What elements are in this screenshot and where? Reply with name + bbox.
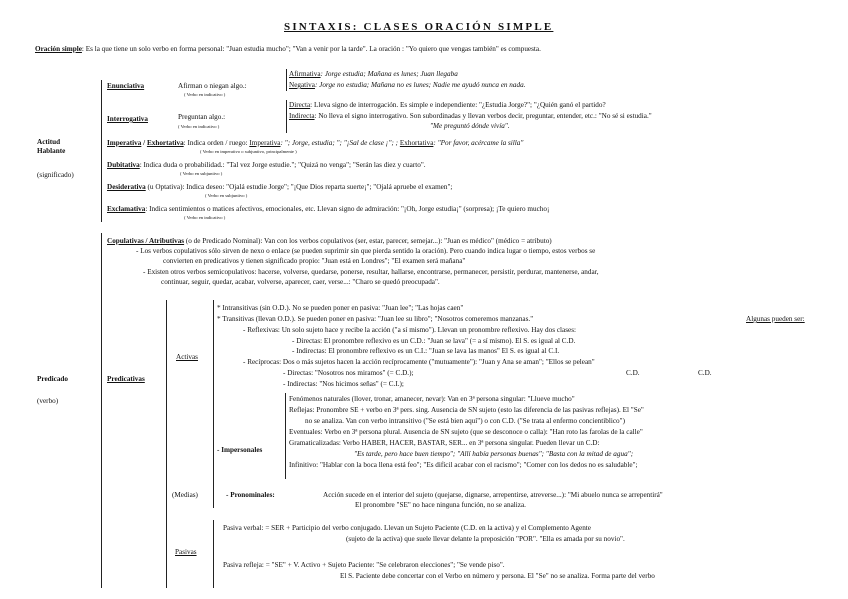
definition-text: : Es la que tiene un solo verbo en forma personal: "Juan estudia mucho"; "Van a venir por la tarde". La oración : "Yo quiero que vengas también" es compuesta. (81, 45, 541, 53)
negativa-text: : Jorge no estudia; Mañana no es lunes; Nadie me ayudó nunca en nada. (314, 81, 526, 89)
desiderativa-label: Desiderativa (107, 183, 146, 191)
medias-label: (Medias) (172, 491, 198, 499)
afirmativa-line (289, 70, 458, 79)
pasiva-refleja-line-1: Pasiva refleja: = "SE" + V. Activo + Sujeto Paciente: "Se celebraron elecciones"; "Se vende piso". (223, 561, 505, 569)
copulativas-label: Copulativas / Atributivas (107, 237, 185, 245)
desiderativa-line (107, 183, 452, 192)
indirecta-text-2: "Me preguntó dónde vivía". (430, 122, 510, 130)
directa-label: Directa (289, 101, 311, 109)
afirmativa-text: : Jorge estudia; Mañana es lunes; Juan llegaba (320, 70, 458, 78)
copulativas-line (107, 237, 552, 246)
exclamativa-mode: ( Verbo en indicativo ) (184, 215, 226, 220)
exclamativa-text: : Indica sentimientos o matices afectivos, emocionales, etc. Llevan signo de admiración: "¡Oh, Jorge estudia¡" (sorpresa); ¡Te quiero mucho¡ (145, 205, 550, 213)
intransitivas-line: * Intransitivas (sin O.D.). No se pueden poner en pasiva: "Juan lee"; "Las hojas caen" (217, 304, 464, 312)
predicativas-bracket (166, 300, 167, 588)
indirecta-line (289, 112, 652, 121)
definition-line (35, 45, 541, 54)
rec-cd-2: C.D. (698, 369, 712, 377)
hablante-label: Hablante (37, 147, 66, 155)
interrogativa-bracket (286, 100, 287, 133)
predicado-bracket (101, 233, 102, 588)
directa-text: : Lleva signo de interrogación. Es simple e independiente: "¿Estudia Jorge?"; "¿Quién ganó el partido? (310, 101, 606, 109)
imperativa-sep: / (141, 139, 147, 147)
impersonales-line-3: no se analiza. Van con verbo intransitivo ("Se está bien aquí") o con C.D. ("Se trata al enfermo concientiblico") (305, 417, 625, 425)
interrogativa-desc: Preguntan algo.: (178, 113, 226, 121)
pasiva-refleja-line-2: El S. Paciente debe concertar con el Verbo en número y persona. El "Se" no se analiza. Forma parte del verbo (340, 572, 655, 580)
interrogativa-mode: ( Verbo en indicativo ) (178, 124, 220, 129)
reciprocas-line: - Recíprocas: Dos o más sujetos hacen la acción recíprocamente ("mutuamente"): "Juan y Ana se aman"; "Ellos se pelean" (243, 358, 595, 366)
pasiva-verbal-line-2: (sujeto de la activa) que suele llevar delante la preposición "POR". "Ella es amada por su novio". (346, 535, 625, 543)
ref-indirectas-line: - Indirectas: El pronombre reflexivo es un C.I.: "Juan se lava las manos" El S. es igual al C.I. (292, 347, 560, 355)
copulativas-line-3: convierten en predicativos y tienen significado propio: "Juan está en Londres"; "El examen será mañana" (163, 257, 466, 265)
desiderativa-text: (u Optativa): Indica deseo: "Ojalá estudie Jorge"; "¡Que Dios reparta suerte¡"; "Ojalá apruebe el examen"; (145, 183, 453, 191)
dubitativa-mode: ( Verbo en subjuntivo ) (180, 171, 223, 176)
negativa-label: Negativa (289, 81, 315, 89)
transitivas-line: * Transitivas (llevan O.D.). Se pueden poner en pasiva: "Juan lee su libro"; "Nosotros comeremos manzanas." (217, 315, 534, 323)
imperativa-sublabel: Imperativa (249, 139, 281, 147)
enunciativa-desc: Afirman o niegan algo.: (178, 82, 247, 90)
exclamativa-line (107, 205, 549, 214)
impersonales-label: - Impersonales (217, 446, 263, 454)
exhortativa-text: : "Por favor, acércame la silla" (433, 139, 524, 147)
predicativas-label: Predicativas (107, 375, 145, 383)
exhortativa-sublabel: Exhortativa (399, 139, 434, 147)
copulativas-line-4: - Existen otros verbos semicopulativos: hacerse, volverse, quedarse, ponerse, resultar, hallarse, encontrarse, permanecer, persistir, perdurar, mantenerse, andar, (143, 268, 599, 276)
copulativas-line-2: - Los verbos copulativos sólo sirven de nexo o enlace (se pueden suprimir sin que pierda sentido la oración). Pero cuando indica lugar o tiempo, estos verbos se (136, 247, 596, 255)
impersonales-line-2: Reflejas: Pronombre SE + verbo en 3ª pers. sing. Ausencia de SN sujeto (esto las diferencia de las pasivas reflejas). El "Se" (289, 406, 644, 414)
algunas-label: Algunas pueden ser: (746, 315, 805, 323)
exhortativa-label: Exhortativa (146, 139, 184, 147)
copulativas-text: (o de Predicado Nominal): Van con los verbos copulativos (ser, estar, parecer, semejar...): "Juan es médico" (médico = atributo) (184, 237, 552, 245)
impersonales-line-7: Infinitivo: "Hablar con la boca llena está feo"; "Es difícil acabar con el racismo"; "Comer con los dedos no es saludable"; (289, 461, 638, 469)
desiderativa-mode: ( Verbo en subjuntivo ) (205, 193, 248, 198)
activas-label: Activas (176, 353, 198, 361)
enunciativa-mode: ( Verbo en indicativo ) (184, 92, 226, 97)
page-title: SINTAXIS: CLASES ORACIÓN SIMPLE (284, 21, 554, 33)
actitud-bracket (101, 80, 102, 222)
dubitativa-text: : Indica duda o probabilidad.: "Tal vez Jorge estudie."; "Quizá no venga"; "Serán las diez y cuarto". (139, 161, 426, 169)
impersonales-line-4: Eventuales: Verbo en 3ª persona plural. Ausencia de SN sujeto (que se desconoce o calla): "Han roto las farolas de la calle" (289, 428, 643, 436)
enunciativa-label: Enunciativa (107, 82, 145, 90)
actitud-label: Actitud (37, 138, 61, 146)
imperativa-line (107, 139, 523, 148)
imperativa-mode: ( Verbo en imperativo o subjuntivo, principalmente ) (200, 149, 297, 154)
predicado-label: Predicado (37, 375, 69, 383)
negativa-line (289, 81, 525, 90)
imperativa-text: : "; Jorge, estudia; "; "¡Sal de clase ¡"; ; (280, 139, 400, 147)
pasivas-label: Pasivas (175, 548, 197, 556)
pronominales-label: - Pronominales: (226, 491, 275, 499)
impersonales-line-5: Gramaticalizadas: Verbo HABER, HACER, BASTAR, SER... en 3ª persona singular. Pueden llevar un C.D: (289, 439, 600, 447)
interrogativa-label: Interrogativa (107, 115, 148, 123)
impersonales-line-6: "Es tarde, pero hace buen tiempo"; "Allí había personas buenas"; "Basta con la mitad de agua"; (354, 450, 634, 458)
dubitativa-line (107, 161, 426, 170)
imperativa-desc: : Indica orden / ruego: (183, 139, 250, 147)
reflexivas-line: - Reflexivas: Un solo sujeto hace y recibe la acción ("a sí mismo"). Llevan un pronombre reflexivo. Hay dos clases: (243, 326, 576, 334)
indirecta-text: : No lleva el signo interrogativo. Son subordinadas y llevan verbos decir, preguntar, entender, etc.: "No sé si estudia." (314, 112, 652, 120)
copulativas-line-5: continuar, seguir, quedar, acabar, volverse, aparecer, caer, verse...: "Charo se quedó preocupada". (161, 278, 440, 286)
exclamativa-label: Exclamativa (107, 205, 146, 213)
directa-line (289, 101, 606, 110)
ref-directas-line: - Directas: El pronombre reflexivo es un C.D.: "Juan se lava" (= a sí mismo). El S. es igual al C.D. (292, 337, 576, 345)
pronominales-line-1: Acción sucede en el interior del sujeto (quejarse, dignarse, arrepentirse, atreverse...): "Mi abuelo nunca se arrepentirá" (323, 491, 663, 499)
verbo-label: (verbo) (37, 397, 59, 405)
dubitativa-label: Dubitativa (107, 161, 140, 169)
rec-indirectas-line: - Indirectas: "Nos hicimos señas" (= C.I.); (283, 380, 404, 388)
pasivas-bracket (213, 520, 214, 588)
rec-directas-line: - Directas: "Nosotros nos miramos" (= C.D.); (283, 369, 414, 377)
enunciativa-bracket (286, 69, 287, 91)
afirmativa-label: Afirmativa (289, 70, 321, 78)
rec-cd-1: C.D. (626, 369, 640, 377)
impersonales-bracket (285, 393, 286, 479)
pronominales-line-2: El pronombre "SE" no hace ninguna función, no se analiza. (355, 501, 526, 509)
impersonales-line-1: Fenómenos naturales (llover, tronar, amanecer, nevar): Van en 3ª persona singular: "Llueve mucho" (289, 395, 575, 403)
indirecta-label: Indirecta (289, 112, 315, 120)
activas-bracket (213, 300, 214, 508)
definition-label: Oración simple (35, 45, 82, 53)
imperativa-label: Imperativa (107, 139, 142, 147)
significado-label: (significado) (37, 171, 74, 179)
pasiva-verbal-line-1: Pasiva verbal: = SER + Participio del verbo conjugado. Llevan un Sujeto Paciente (C.D. en la activa) y el Complemento Agente (223, 524, 591, 532)
